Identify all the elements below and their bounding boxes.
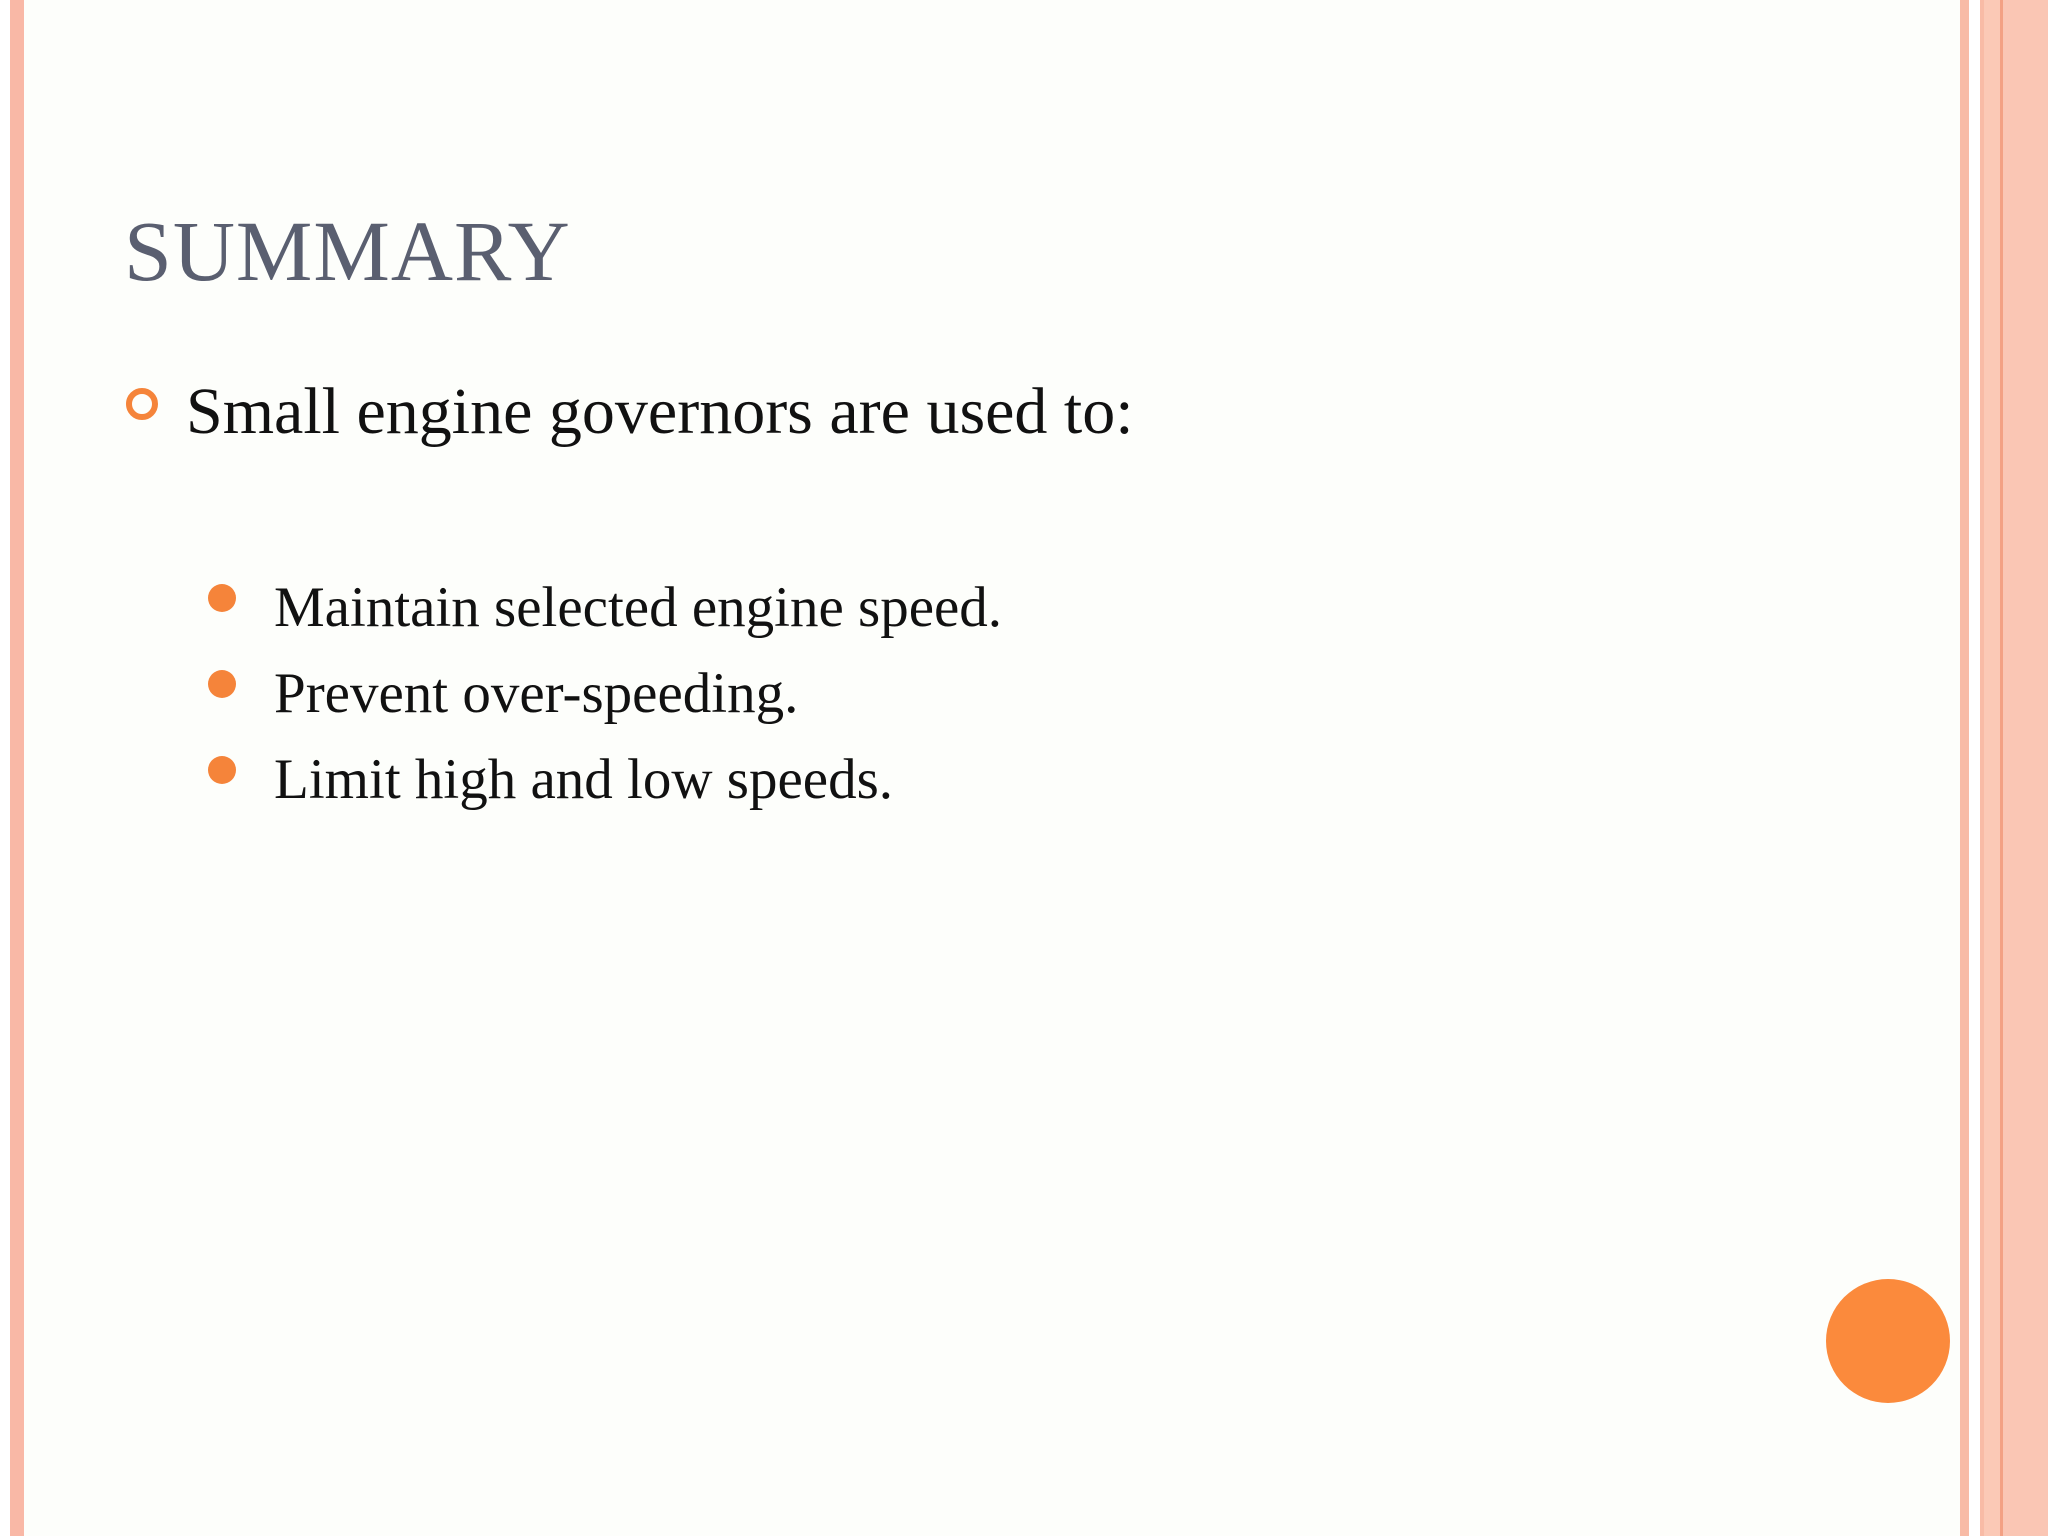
right-stripe xyxy=(2003,0,2048,1536)
right-stripe xyxy=(1960,0,1969,1536)
orange-circle-decoration xyxy=(1826,1279,1950,1403)
dot-bullet-icon xyxy=(208,756,236,784)
ring-bullet-icon xyxy=(126,388,158,420)
dot-bullet-icon xyxy=(208,584,236,612)
right-stripe xyxy=(1984,0,2000,1536)
sub-bullet-list xyxy=(208,564,1002,822)
sub-bullet-text: Prevent over-speeding. xyxy=(274,661,799,725)
main-bullet xyxy=(126,372,1134,451)
slide-title: SUMMARY xyxy=(124,203,571,299)
list-item xyxy=(208,736,1002,822)
sub-bullet-text: Maintain selected engine speed. xyxy=(274,575,1003,639)
dot-bullet-icon xyxy=(208,670,236,698)
list-item xyxy=(208,650,1002,736)
sub-bullet-text: Limit high and low speeds. xyxy=(274,747,894,811)
list-item xyxy=(208,564,1002,650)
right-border-band xyxy=(1960,0,2048,1536)
left-border-stripe xyxy=(0,0,24,1536)
main-bullet-text: Small engine governors are used to: xyxy=(186,375,1134,448)
